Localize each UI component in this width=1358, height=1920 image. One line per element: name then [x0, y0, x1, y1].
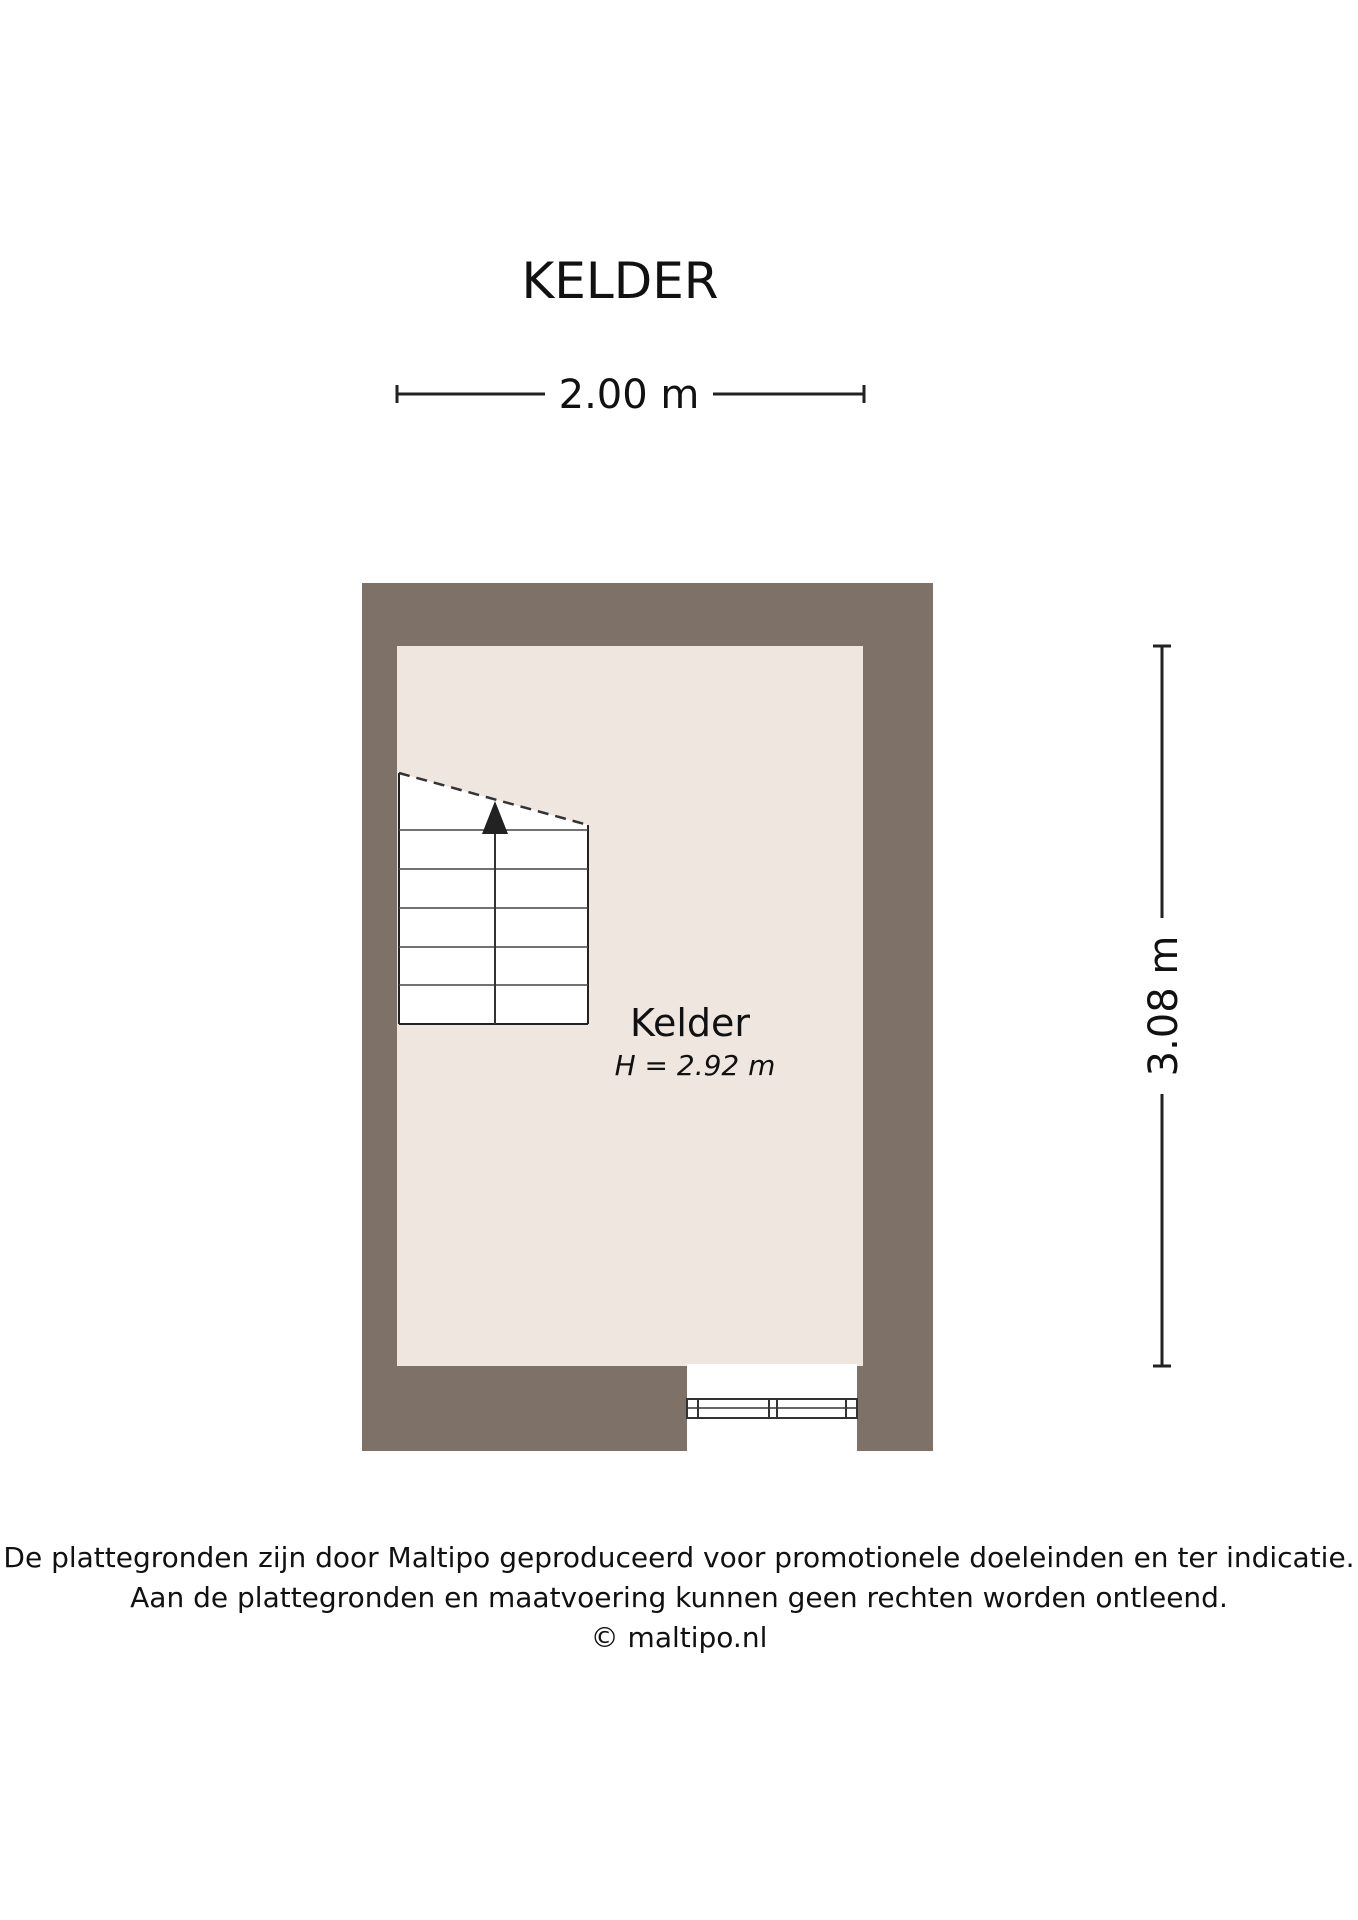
floor-title: KELDER: [521, 252, 719, 310]
depth-dimension: [1141, 646, 1187, 1366]
window: [687, 1399, 857, 1418]
room-height: H = 2.92 m: [614, 1049, 776, 1082]
width-dimension-label: 2.00 m: [558, 372, 700, 418]
copyright: © maltipo.nl: [590, 1621, 768, 1654]
disclaimer-line-1: De plattegronden zijn door Maltipo geproduceerd voor promotionele doeleinden en ter indicatie.: [3, 1541, 1355, 1574]
disclaimer-line-2: Aan de plattegronden en maatvoering kunnen geen rechten worden ontleend.: [130, 1581, 1228, 1614]
depth-dimension-label: 3.08 m: [1141, 935, 1187, 1077]
room-name: Kelder: [629, 1001, 751, 1045]
disclaimer: [0, 1538, 1358, 1658]
width-dimension: [397, 372, 864, 418]
